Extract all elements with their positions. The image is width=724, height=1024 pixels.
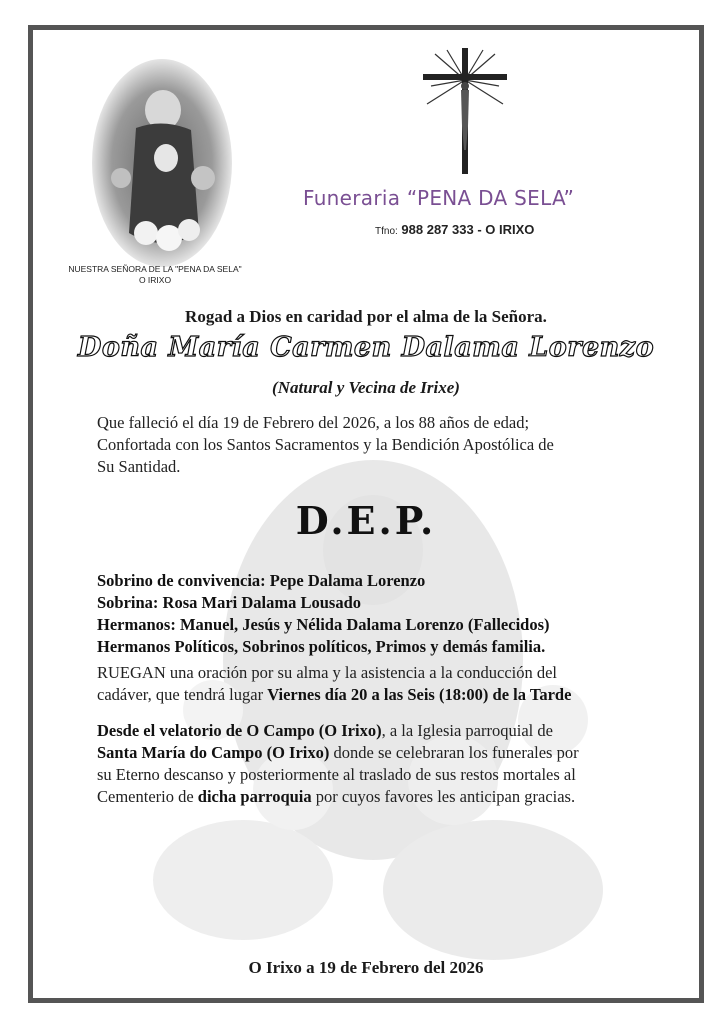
request-line: [97, 684, 677, 706]
details-text: , a la Iglesia parroquial de: [381, 721, 553, 740]
origin-text: (Natural y Vecina de Irixe): [272, 378, 460, 397]
passing-paragraph: [97, 412, 677, 478]
cemetery-name: dicha parroquia: [197, 787, 312, 806]
crucifix-icon: [417, 46, 513, 176]
obituary-frame: [28, 25, 704, 1003]
oval-caption: [37, 264, 273, 286]
phone-label: Tfno:: [375, 226, 398, 237]
closing-date: O Irixo a 19 de Febrero del 2026: [248, 958, 484, 977]
deceased-name: Doña María Carmen Dalama Lorenzo: [77, 332, 655, 363]
funeral-home-phone: [375, 222, 595, 237]
passing-line: Que falleció el día 19 de Febrero del 2026, a los 88 años de edad;: [97, 413, 530, 432]
family-item: Hermanos: Manuel, Jesús y Nélida Dalama Lorenzo (Fallecidos): [97, 615, 550, 634]
intro-text: Rogad a Dios en caridad por el alma de la Señora.: [185, 307, 547, 326]
oval-caption-line1: NUESTRA SEÑORA DE LA "PENA DA SELA": [68, 264, 242, 274]
request-time: Viernes día 20 a las Seis (18:00) de la Tarde: [267, 685, 572, 704]
virgin-oval-image: [91, 58, 233, 276]
family-item: Sobrina: Rosa Mari Dalama Lousado: [97, 593, 362, 612]
church-name: Santa María do Campo (O Irixo): [97, 743, 330, 762]
details-line: [97, 720, 677, 742]
details-text: donde se celebraran los funerales por: [329, 743, 579, 762]
wake-location: Desde el velatorio de O Campo (O Irixo): [97, 721, 382, 740]
request-text: cadáver, que tendrá lugar: [97, 685, 268, 704]
family-list: [97, 570, 687, 658]
details-text: por cuyos favores les anticipan gracias.: [311, 787, 576, 806]
family-item: Hermanos Políticos, Sobrinos políticos, Primos y demás familia.: [97, 637, 546, 656]
details-line: [97, 742, 677, 764]
phone-value: 988 287 333 - O IRIXO: [401, 222, 535, 237]
passing-line: Confortada con los Santos Sacramentos y la Bendición Apostólica de: [97, 435, 554, 454]
details-line: [97, 786, 677, 808]
family-item: Sobrino de convivencia: Pepe Dalama Lorenzo: [97, 571, 426, 590]
details-paragraph: [97, 720, 677, 808]
passing-line: Su Santidad.: [97, 457, 181, 476]
request-paragraph: [97, 662, 677, 706]
dep-heading: D.E.P.: [295, 498, 437, 543]
oval-caption-line2: O IRIXO: [138, 275, 172, 285]
request-line: RUEGAN una oración por su alma y la asistencia a la conducción del: [97, 663, 558, 682]
details-line: su Eterno descanso y posteriormente al traslado de sus restos mortales al: [97, 765, 576, 784]
funeral-home-name: Funeraria “PENA DA SELA”: [303, 186, 575, 210]
details-text: Cementerio de: [97, 787, 198, 806]
